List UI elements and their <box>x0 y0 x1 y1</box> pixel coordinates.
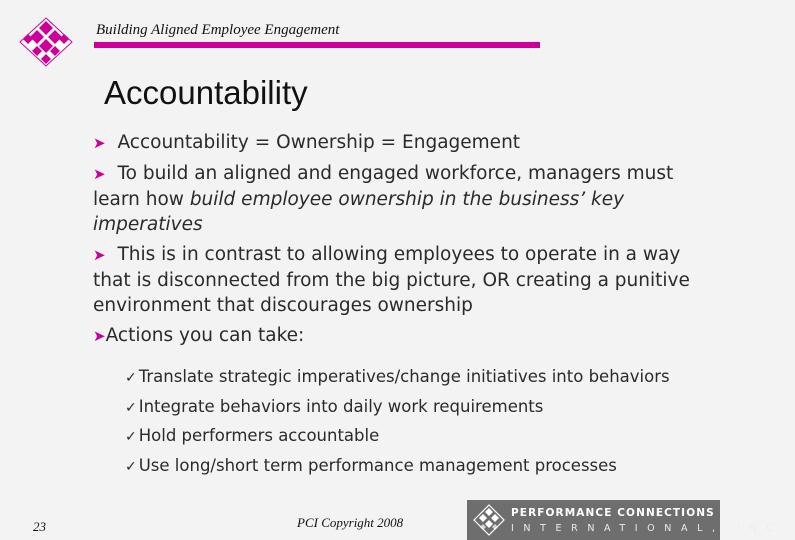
header-accent-bar <box>94 42 540 48</box>
arrow-bullet-icon: ➤ <box>93 246 106 264</box>
checkmark-icon: ✓ <box>125 429 137 445</box>
bullet-text: Accountability = Ownership = Engagement <box>117 132 521 153</box>
arrow-bullet-icon: ➤ <box>93 165 106 183</box>
bullet-item <box>93 130 703 156</box>
bullet-text: To build an aligned and engaged workforce, managers must learn how <box>93 163 674 210</box>
brand-logo-box <box>467 500 795 540</box>
action-text: Integrate behaviors into daily work requirements <box>138 396 544 416</box>
action-text: Use long/short term performance management processes <box>138 455 617 475</box>
action-item <box>125 452 703 482</box>
slide-title: Accountability <box>104 74 308 111</box>
bullet-text-emphasis: build employee ownership in the business’ key imperatives <box>93 189 625 235</box>
copyright-text: PCI Copyright 2008 <box>297 515 404 530</box>
company-logo-icon <box>20 18 72 66</box>
bullet-text: This is in contrast to allowing employees to operate in a way that is disconnected from the big picture, OR creating a punitive environment that discourages ownership <box>93 244 690 316</box>
arrow-bullet-icon: ➤ <box>93 134 106 152</box>
bullet-item <box>93 242 703 318</box>
bullet-item <box>93 161 703 237</box>
header-title: Building Aligned Employee Engagement <box>96 22 340 38</box>
bullet-text: Actions you can take: <box>105 325 305 346</box>
brand-name: PERFORMANCE CONNECTIONS <box>511 507 715 519</box>
slide-content <box>93 130 703 481</box>
page-number: 23 <box>33 519 46 534</box>
action-text: Translate strategic imperatives/change initiatives into behaviors <box>138 367 670 386</box>
checkmark-icon: ✓ <box>125 370 137 386</box>
arrow-bullet-icon: ➤ <box>93 327 106 345</box>
action-text: Hold performers accountable <box>138 426 380 445</box>
action-item <box>125 393 703 423</box>
checkmark-icon: ✓ <box>125 458 137 475</box>
action-item <box>125 363 703 393</box>
action-item <box>125 422 703 452</box>
brand-subtitle: INTERNATIONAL, INC. <box>511 523 795 534</box>
action-list <box>93 363 703 481</box>
bullet-item <box>93 323 703 349</box>
checkmark-icon: ✓ <box>125 399 137 416</box>
brand-diamond-icon <box>473 504 505 536</box>
